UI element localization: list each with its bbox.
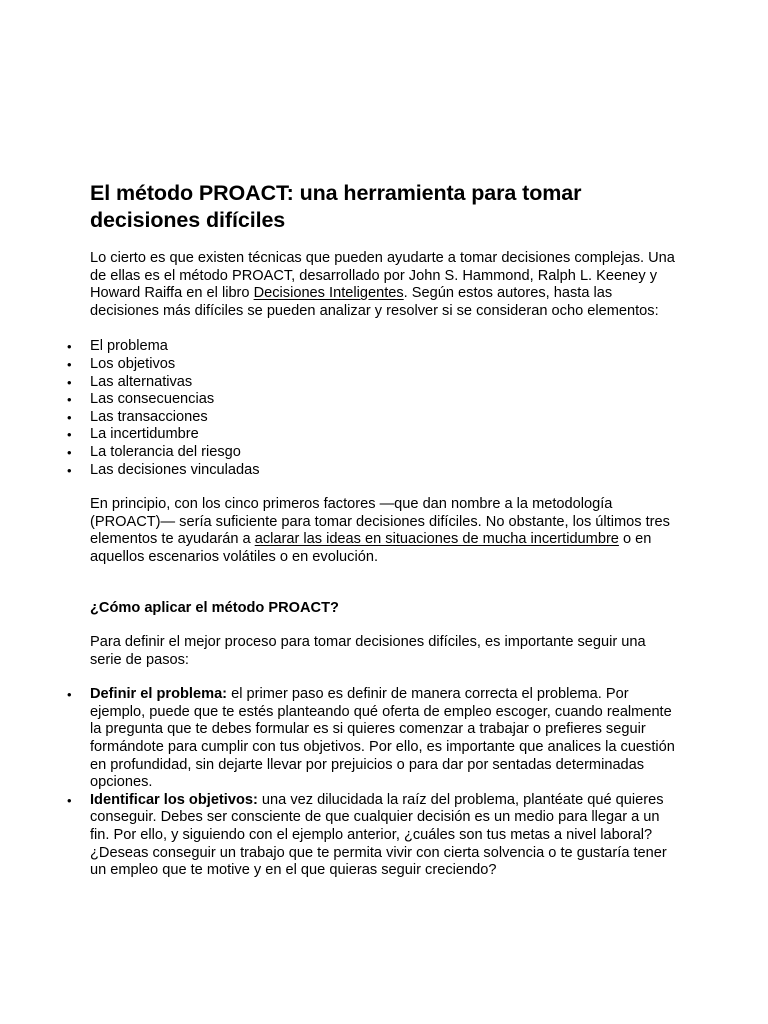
list-item: • Las transacciones <box>90 409 680 427</box>
list-item: • Las alternativas <box>90 374 680 392</box>
list-item: • La incertidumbre <box>90 426 680 444</box>
list-item: • Los objetivos <box>90 356 680 374</box>
intro-paragraph <box>90 250 680 320</box>
book-link[interactable]: Decisiones Inteligentes <box>253 285 404 302</box>
steps-intro-paragraph: Para definir el mejor proceso para tomar decisiones difíciles, es importante seguir una serie de pasos: <box>90 634 646 668</box>
list-item: • El problema <box>90 338 680 356</box>
article-title: El método PROACT: una herramienta para tomar decisiones difíciles <box>90 181 582 232</box>
list-item: • Las consecuencias <box>90 391 680 409</box>
elements-list <box>90 338 680 479</box>
principle-text-end: o en aquellos escenarios volátiles o en evolución. <box>90 531 652 565</box>
uncertainty-link[interactable]: aclarar las ideas en situaciones de mucha incertidumbre <box>254 531 619 548</box>
steps-list <box>90 686 680 880</box>
list-item: • Las decisiones vinculadas <box>90 462 680 480</box>
article-body <box>90 180 680 880</box>
step-item <box>90 792 680 880</box>
list-item: • La tolerancia del riesgo <box>90 444 680 462</box>
step-label: Definir el problema: <box>90 686 228 703</box>
intro-text-end: . Según estos autores, hasta las decisiones más difíciles se pueden analizar y resolver si se consideran ocho elementos: <box>90 285 659 319</box>
step-label: Identificar los objetivos: <box>90 791 258 808</box>
section-heading: ¿Cómo aplicar el método PROACT? <box>90 599 339 616</box>
principle-paragraph <box>90 496 680 566</box>
intro-text-start: Lo cierto es que existen técnicas que pueden ayudarte a tomar decisiones complejas. Una de ellas es el método PROACT, desarrollado por John S. Hammond, Ralph L. Keeney y Howard Raiffa en el libro <box>90 250 675 302</box>
step-text: el primer paso es definir de manera correcta el problema. Por ejemplo, puede que te estés planteando qué oferta de empleo escoger, cuando realmente la pregunta que te debes formular es si quieres comenzar a trabajar o prefieres seguir formándote para cumplir con tus objetivos. Por ello, es importante que analices la cuestión en profundidad, sin dejarte llevar por prejuicios o para dar por sentadas determinadas opciones. <box>90 686 675 791</box>
step-text: una vez dilucidada la raíz del problema, plantéate qué quieres conseguir. Debes ser consciente de que cualquier decisión es un medio para llegar a un fin. Por ello, y siguiendo con el ejemplo anterior, ¿cuáles son tus metas a nivel laboral? ¿Deseas conseguir un trabajo que te permita vivir con cierta solvencia o te gustaría tener un empleo que te motive y en el que quieras seguir creciendo? <box>90 791 667 879</box>
principle-text-start: En principio, con los cinco primeros factores —que dan nombre a la metodología (PROACT)— sería suficiente para tomar decisiones difíciles. No obstante, los últimos tres elementos te ayudarán a <box>90 496 670 548</box>
step-item <box>90 686 680 792</box>
